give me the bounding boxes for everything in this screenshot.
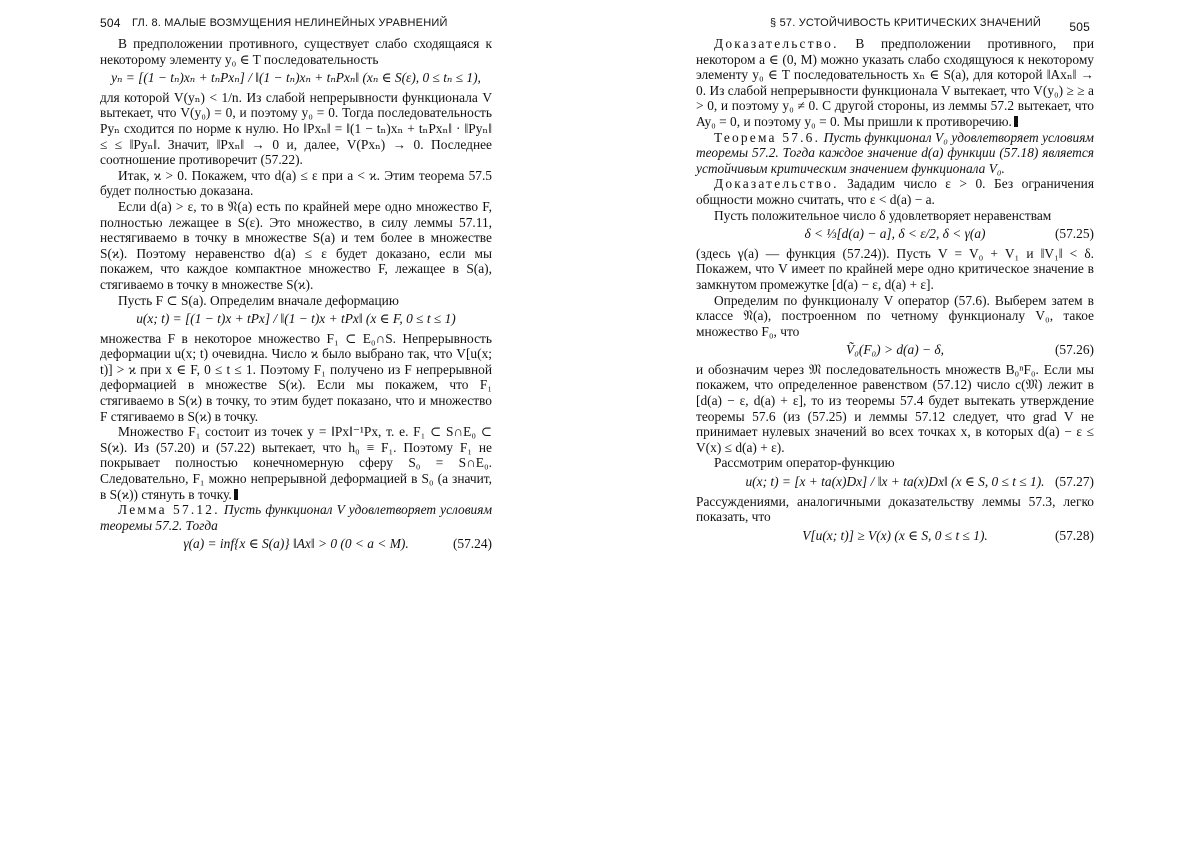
- equation-number: (57.27): [1054, 474, 1094, 490]
- paragraph: для которой V(yₙ) < 1/n. Из слабой непрерывности функционала V вытекает, что V(y₀) = 0, и поэтому y₀ = 0. Тогда последовательность Pyₙ сходится по норме к нулю. Но ‖Pxₙ‖ = ‖(1 − tₙ)xₙ + tₙPxₙ‖ · ‖Pyₙ‖ ≤ ≤ ‖Pyₙ‖. Значит, ‖Pxₙ‖ → 0 и, далее, V(Pxₙ) → 0. Последнее соотношение противоречит (57.22).: [100, 89, 492, 168]
- lemma-label: Лемма 57.12.: [118, 502, 220, 518]
- proof: [696, 176, 1094, 207]
- formula-body: δ < ⅓[d(a) − a], δ < ε/2, δ < γ(a): [804, 226, 986, 242]
- theorem: [696, 130, 1094, 177]
- right-page: [696, 14, 1094, 547]
- theorem-text: Пусть функционал V₀ удовлетворяет условиям теоремы 57.2. Тогда каждое значение d(a) функции (57.18) является устойчивым критическим значением функционала V₀.: [696, 129, 1094, 176]
- formula-delta: [696, 226, 1094, 242]
- qed-mark: [234, 489, 238, 500]
- paragraph: Итак, ϰ > 0. Покажем, что d(a) ≤ ε при a < ϰ. Этим теорема 57.5 будет полностью доказана.: [100, 167, 492, 199]
- formula-deformation: u(x; t) = [(1 − t)x + tPx] / ‖(1 − t)x + tPx‖ (x ∈ F, 0 ≤ t ≤ 1): [136, 311, 456, 327]
- lemma: [100, 502, 492, 533]
- formula-inequality: [696, 528, 1094, 544]
- right-page-text: [696, 36, 1094, 543]
- equation-number: (57.25): [1054, 226, 1094, 242]
- proof: [696, 36, 1094, 130]
- left-running-head: [100, 14, 492, 36]
- proof-label: Доказательство.: [714, 36, 839, 51]
- paragraph: множества F в некоторое множество F₁ ⊂ E₀∩S. Непрерывность деформации u(x; t) очевидна. Число ϰ было выбрано так, что V[u(x; t)] > ϰ при x ∈ F, 0 ≤ t ≤ 1. Поэтому F₁ получено из F непрерывной деформацией в множестве S(ϰ). Если мы покажем, что F₁ стягиваемо в S(ϰ) в точку, то этим будет показано, что и множество F стягиваемо в S(ϰ) в точку.: [100, 330, 492, 424]
- paragraph: Если d(a) > ε, то в 𝔑(a) есть по крайней мере одно множество F, полностью лежащее в S(ε). Это множество, в силу леммы 57.11, нестягиваемо в точку в множестве S(a) и тем более в множестве S(ϰ). Поэтому неравенство d(a) ≤ ε будет доказано, если мы покажем, что каждое компактное множество F, лежащее в S(a), стягиваемо в точку в множестве S(ϰ).: [100, 198, 492, 292]
- left-page-number: 504: [100, 16, 121, 30]
- paragraph: В предположении противного, существует слабо сходящаяся к некоторому элементу y₀ ∈ T последовательность: [100, 36, 492, 67]
- theorem-label: Теорема 57.6.: [714, 129, 821, 145]
- equation-number: (57.24): [452, 536, 492, 552]
- paragraph-text: Множество F₁ состоит из точек y = ‖Px‖⁻¹Px, т. е. F₁ ⊂ S∩E₀ ⊂ S(ϰ). Из (57.20) и (57.22) вытекает, что h₀ ≡ F₁. Поэтому F₁ не покрывает полностью конечномерную сферу S₀ = S∩E₀. Следовательно, F₁ можно непрерывной деформацией в S₀ (а значит, в S(ϰ)) стянуть в точку.: [100, 424, 492, 502]
- equation-number: (57.28): [1054, 527, 1094, 543]
- paragraph: [100, 424, 492, 502]
- formula-gamma: [100, 536, 492, 552]
- formula-v0: [696, 342, 1094, 358]
- formula-operator-function: [696, 474, 1094, 490]
- paragraph: (здесь γ(a) — функция (57.24)). Пусть V = V₀ + V₁ и ‖V₁‖ < δ. Покажем, что V имеет по крайней мере одно критическое значение в замкнутом промежутке [d(a) − ε, d(a) + ε].: [696, 245, 1094, 292]
- left-chapter-title: ГЛ. 8. МАЛЫЕ ВОЗМУЩЕНИЯ НЕЛИНЕЙНЫХ УРАВНЕНИЙ: [132, 17, 448, 29]
- proof-text: Зададим число ε > 0. Без ограничения общности можно считать, что ε < d(a) − a.: [696, 176, 1094, 207]
- right-running-head: [696, 14, 1094, 36]
- paragraph: Определим по функционалу V оператор (57.6). Выберем затем в классе 𝔑(a), построенном по четному функционалу V₀, такое множество F₀, что: [696, 292, 1094, 339]
- formula-body: Ṽ₀(F₀) > d(a) − δ,: [846, 342, 944, 358]
- formula-body: u(x; t) = [x + ta(x)Dx] / ‖x + ta(x)Dx‖ (x ∈ S, 0 ≤ t ≤ 1).: [745, 474, 1045, 490]
- proof-text: В предположении противного, при некотором a ∈ (0, M) можно указать слабо сходящуюся к некоторому элементу y₀ ∈ T последовательность xₙ ∈ S(a), для которой ‖Axₙ‖ → 0. Из слабой непрерывности функционала V вытекает, что V(y₀) ≥ ≥ a > 0, и поэтому y₀ ≠ 0. С другой стороны, из леммы 57.2 вытекает, что Ay₀ = 0, и поэтому y₀ = 0. Мы пришли к противоречию.: [696, 36, 1094, 129]
- paragraph: Пусть положительное число δ удовлетворяет неравенствам: [714, 207, 1052, 223]
- equation-number: (57.26): [1054, 342, 1094, 358]
- paragraph: Рассуждениями, аналогичными доказательству леммы 57.3, легко показать, что: [696, 493, 1094, 525]
- qed-mark: [1014, 116, 1018, 127]
- paragraph: и обозначим через 𝔐 последовательность множеств B₀ⁿF₀. Если мы покажем, что определенное равенством (57.12) число c(𝔐) лежит в [d(a) − ε, d(a) + ε], то из теоремы 57.4 будет вытекать утверждение теоремы 57.6 (из (57.25) и леммы 57.12 следует, что grad V не принимает нулевых значений во всех точках x, в которых d(a) − ε ≤ V(x) ≤ d(a) + ε).: [696, 361, 1094, 455]
- lemma-text: Пусть функционал V удовлетворяет условиям теоремы 57.2. Тогда: [100, 502, 492, 533]
- formula-body: γ(a) = inf{x ∈ S(a)} ‖Ax‖ > 0 (0 < a < M).: [183, 536, 409, 552]
- paragraph: Рассмотрим оператор-функцию: [714, 455, 895, 471]
- formula-body: V[u(x; t)] ≥ V(x) (x ∈ S, 0 ≤ t ≤ 1).: [802, 527, 988, 543]
- right-page-number: 505: [1069, 20, 1090, 34]
- formula-yn: yₙ = [(1 − tₙ)xₙ + tₙPxₙ] / ‖(1 − tₙ)xₙ + tₙPxₙ‖ (xₙ ∈ S(ε), 0 ≤ tₙ ≤ 1),: [111, 70, 481, 86]
- proof-label: Доказательство.: [714, 176, 839, 192]
- right-section-title: § 57. УСТОЙЧИВОСТЬ КРИТИЧЕСКИХ ЗНАЧЕНИЙ: [770, 17, 1041, 29]
- left-page: [100, 14, 492, 556]
- left-page-text: [100, 36, 492, 552]
- paragraph: Пусть F ⊂ S(a). Определим вначале деформацию: [118, 292, 399, 308]
